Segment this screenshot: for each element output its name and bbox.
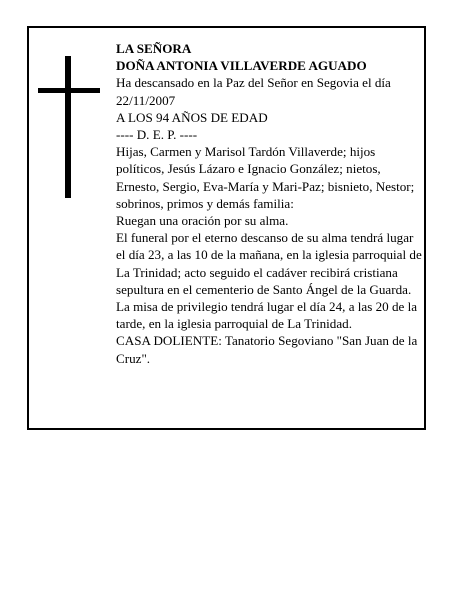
death-announcement: Ha descansado en la Paz del Señor en Segovia el día 22/11/2007 (116, 75, 391, 108)
age-line: A LOS 94 AÑOS DE EDAD (116, 109, 268, 125)
notice-heading: LA SEÑORA (116, 41, 192, 56)
obituary-text (116, 40, 423, 367)
cross-horizontal-bar (38, 88, 100, 93)
obituary-notice (27, 26, 426, 430)
funeral-paragraph: El funeral por el eterno descanso de su alma tendrá lugar el día 23, a las 10 de la mañana, en la iglesia parroquial de La Trinidad; acto seguido el cadáver recibirá cristiana sepultura en el cementerio de Santo Ángel de la Guarda. La misa de privilegio tendrá lugar el día 24, a las 20 de la tarde, en la iglesia parroquial de La Trinidad. (116, 230, 422, 332)
cross-vertical-bar (65, 56, 71, 198)
mourning-house: CASA DOLIENTE: Tanatorio Segoviano "San Juan de la Cruz". (116, 333, 418, 366)
rip-line: ---- D. E. P. ---- (116, 127, 198, 143)
family-paragraph: Hijas, Carmen y Marisol Tardón Villaverde; hijos políticos, Jesús Lázaro e Ignacio González; nietos, Ernesto, Sergio, Eva-María y Mari-Paz; bisnieto, Nestor; sobrinos, primos y demás familia: (116, 144, 415, 211)
deceased-name: DOÑA ANTONIA VILLAVERDE AGUADO (116, 58, 367, 74)
prayer-request: Ruegan una oración por su alma. (116, 213, 289, 229)
cross-icon (38, 56, 100, 198)
